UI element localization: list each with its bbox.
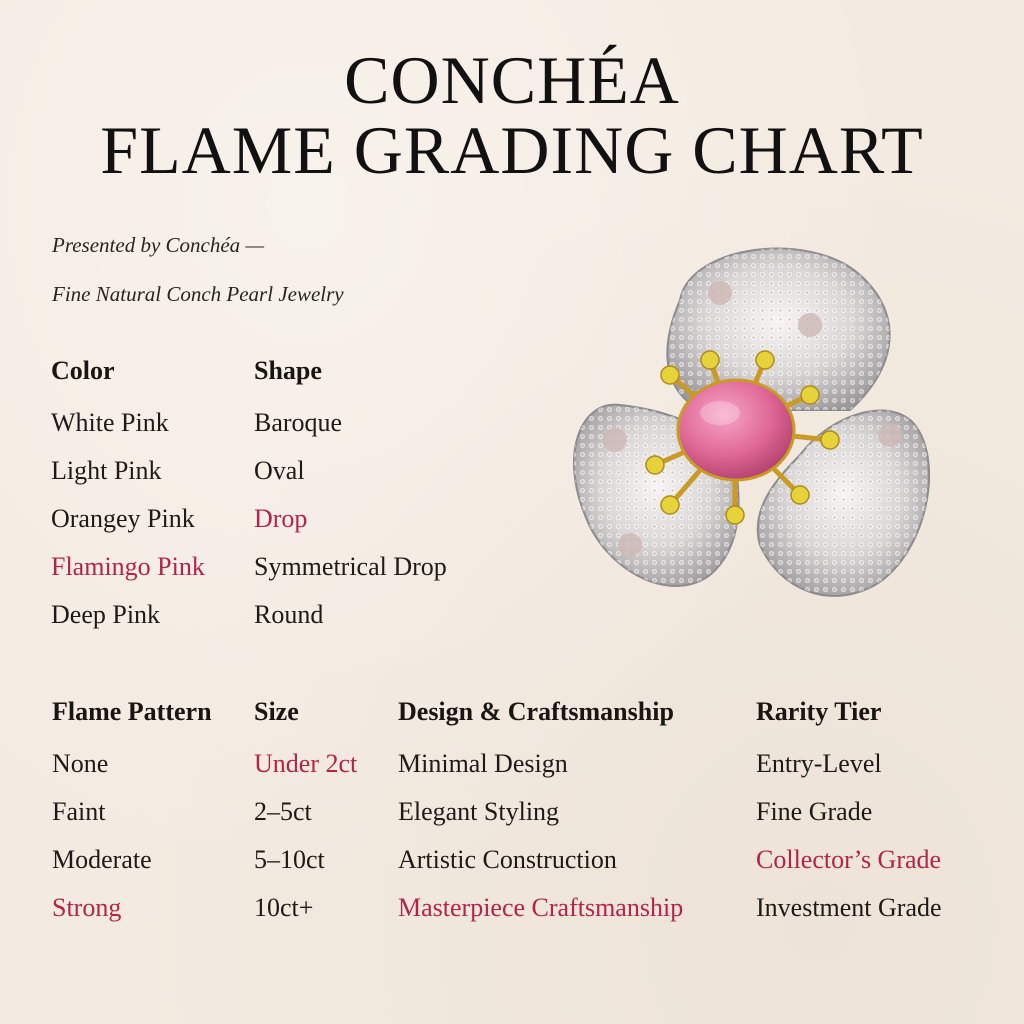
- color-item: Light Pink: [51, 456, 162, 485]
- header-rarity-tier: Rarity Tier: [756, 697, 882, 726]
- tagline-description: Fine Natural Conch Pearl Jewelry: [52, 282, 344, 306]
- color-item: Deep Pink: [51, 600, 161, 629]
- rarity-item: Investment Grade: [756, 893, 942, 922]
- title-brand: CONCHÉA: [344, 42, 680, 118]
- header-flame-pattern: Flame Pattern: [52, 697, 212, 726]
- design-item: Elegant Styling: [398, 797, 560, 826]
- pearl-flower-ring-image: [560, 225, 940, 605]
- header-color: Color: [51, 356, 115, 385]
- design-item-highlighted: Masterpiece Craftsmanship: [398, 893, 684, 922]
- size-item: 10ct+: [254, 893, 314, 922]
- rarity-item: Entry-Level: [756, 749, 882, 778]
- rarity-item-highlighted: Collector’s Grade: [756, 845, 942, 874]
- flame-item: Moderate: [52, 845, 152, 874]
- rarity-item: Fine Grade: [756, 797, 873, 826]
- flame-item-highlighted: Strong: [52, 893, 122, 922]
- size-item-highlighted: Under 2ct: [254, 749, 358, 778]
- flame-item: None: [52, 749, 109, 778]
- shape-item: Baroque: [254, 408, 343, 437]
- shape-item: Oval: [254, 456, 305, 485]
- size-item: 2–5ct: [254, 797, 312, 826]
- header-size: Size: [254, 697, 299, 726]
- color-item-highlighted: Flamingo Pink: [51, 552, 205, 581]
- design-item: Artistic Construction: [398, 845, 617, 874]
- shape-item-highlighted: Drop: [254, 504, 308, 533]
- shape-item: Round: [254, 600, 324, 629]
- size-item: 5–10ct: [254, 845, 325, 874]
- color-item: White Pink: [51, 408, 169, 437]
- header-shape: Shape: [254, 356, 322, 385]
- shape-item: Symmetrical Drop: [254, 552, 447, 581]
- title-chart: FLAME GRADING CHART: [100, 112, 924, 188]
- tagline-presented-by: Presented by Conchéa —: [52, 233, 265, 257]
- design-item: Minimal Design: [398, 749, 568, 778]
- header-design: Design & Craftsmanship: [398, 697, 674, 726]
- flame-item: Faint: [52, 797, 106, 826]
- color-item: Orangey Pink: [51, 504, 195, 533]
